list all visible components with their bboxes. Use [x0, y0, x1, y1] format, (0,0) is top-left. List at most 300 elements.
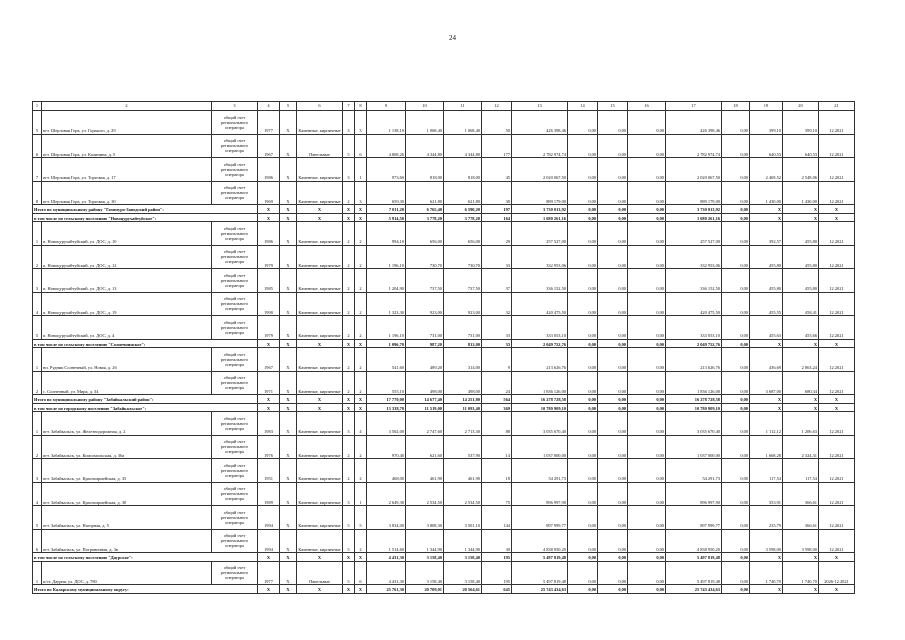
value-cell: 0,00 [722, 134, 750, 158]
value-cell: 436,69 [750, 348, 783, 372]
value-cell: X [783, 205, 819, 214]
entrances-cell: 1 [355, 158, 367, 182]
mark-cell: X [258, 403, 280, 412]
value-cell: 12.2021 [819, 435, 855, 459]
value-cell: 0,00 [722, 459, 750, 483]
value-cell: 489,20 [406, 348, 444, 372]
value-cell: 2 020 067,50 [666, 158, 722, 182]
value-cell: 0,00 [568, 553, 598, 562]
value-cell: 455,80 [750, 245, 783, 269]
value-cell: 0,00 [568, 585, 598, 594]
entrances-cell: 2 [355, 269, 367, 293]
value-cell: 3 730 013,92 [512, 205, 568, 214]
value-cell: X [819, 205, 855, 214]
value-cell: 0,00 [598, 134, 628, 158]
value-cell: 4 838 950,20 [512, 529, 568, 553]
value-cell: 4 868,26 [367, 134, 406, 158]
value-cell: 0,00 [568, 459, 598, 483]
year-cell: 1951 [258, 459, 280, 483]
column-number-cell: 20 [783, 102, 819, 111]
value-cell: 1 196,10 [367, 316, 406, 340]
floors-cell: 5 [343, 134, 355, 158]
column-number-cell: 6 [297, 102, 343, 111]
address-cell: пгт. Шерловая Гора, ул. Калинина, д. 5 [42, 134, 212, 158]
value-cell: 6 765,40 [406, 205, 444, 214]
wall-material-cell: Панельные [297, 561, 343, 585]
value-cell: 1 068,40 [444, 111, 482, 135]
value-cell: 0,00 [628, 403, 666, 412]
mark-cell: X [355, 403, 367, 412]
value-cell: 88 [482, 412, 512, 436]
value-cell: 0,00 [628, 269, 666, 293]
value-cell: 37 [482, 269, 512, 293]
mark-cell: X [343, 213, 355, 222]
value-cell: 0,00 [598, 403, 628, 412]
value-cell: 0,00 [598, 269, 628, 293]
fund-method-cell: общий счет регионального оператора [212, 482, 258, 506]
value-cell: 0,00 [722, 339, 750, 348]
value-cell: 455,66 [783, 316, 819, 340]
entrances-cell: 2 [355, 459, 367, 483]
fund-method-cell: общий счет регионального оператора [212, 245, 258, 269]
year-cell: 1979 [258, 245, 280, 269]
value-cell: 1 204,90 [367, 269, 406, 293]
value-cell: 33 [482, 339, 512, 348]
value-cell: 24 [482, 371, 512, 395]
mark-cell: X [280, 111, 297, 135]
value-cell: 366,61 [783, 506, 819, 530]
year-cell: 1983 [258, 412, 280, 436]
value-cell: 399,10 [750, 111, 783, 135]
value-cell: 1 037 000,00 [512, 435, 568, 459]
building-row [33, 292, 855, 316]
fund-method-cell: общий счет регионального оператора [212, 506, 258, 530]
value-cell: 0,00 [568, 561, 598, 585]
address-cell: нп. Рудник Солнечный, ул. Новая, д. 26 [42, 348, 212, 372]
value-cell: 12.2021 [819, 482, 855, 506]
value-cell: 0,00 [568, 412, 598, 436]
value-cell: 2 534,50 [406, 482, 444, 506]
value-cell: 0,00 [568, 339, 598, 348]
year-cell: 1990 [258, 292, 280, 316]
value-cell: 20 709,01 [406, 585, 444, 594]
entrances-cell: 2 [355, 222, 367, 246]
value-cell: 0,00 [568, 245, 598, 269]
value-cell: 0,00 [628, 158, 666, 182]
fund-method-cell: общий счет регионального оператора [212, 222, 258, 246]
value-cell: 455,80 [783, 269, 819, 293]
value-cell: 30 [482, 529, 512, 553]
value-cell: X [783, 339, 819, 348]
value-cell: 33 [482, 245, 512, 269]
mark-cell: X [280, 371, 297, 395]
value-cell: 3 158,40 [406, 553, 444, 562]
value-cell: 32 [482, 292, 512, 316]
value-cell: 12.2021 [819, 181, 855, 205]
value-cell: 640,53 [750, 134, 783, 158]
value-cell: 0,00 [568, 222, 598, 246]
value-cell: 3 778,20 [444, 213, 482, 222]
entrances-cell: 2 [355, 292, 367, 316]
year-cell: 1967 [258, 134, 280, 158]
value-cell: 5 914,50 [367, 213, 406, 222]
floors-cell: 2 [343, 292, 355, 316]
value-cell: 455,63 [750, 316, 783, 340]
value-cell: 0,00 [722, 482, 750, 506]
value-cell: 2 863,24 [783, 348, 819, 372]
value-cell: X [819, 339, 855, 348]
building-row [33, 482, 855, 506]
value-cell: 0,00 [598, 111, 628, 135]
mark-cell: X [280, 403, 297, 412]
mark-cell: X [297, 403, 343, 412]
value-cell: 0,00 [628, 222, 666, 246]
value-cell: X [750, 205, 783, 214]
value-cell: 0,00 [598, 506, 628, 530]
mark-cell: X [280, 482, 297, 506]
mark-cell: X [258, 553, 280, 562]
mark-cell: X [355, 553, 367, 562]
value-cell: 0,00 [568, 529, 598, 553]
mark-cell: X [280, 395, 297, 404]
mark-cell: X [280, 222, 297, 246]
value-cell: 621,80 [406, 181, 444, 205]
value-cell: 3 598,00 [783, 529, 819, 553]
mark-cell: X [280, 205, 297, 214]
value-cell: X [750, 395, 783, 404]
value-cell: 14 677,40 [406, 395, 444, 404]
entrances-cell: 6 [355, 561, 367, 585]
value-cell: 0,00 [598, 292, 628, 316]
value-cell: 0,00 [598, 459, 628, 483]
value-cell: 332 953,06 [666, 245, 722, 269]
value-cell: 0,00 [628, 482, 666, 506]
value-cell: 1 112,12 [750, 412, 783, 436]
column-number-cell: 13 [512, 102, 568, 111]
subtotal-row [33, 395, 855, 404]
mark-cell: X [343, 553, 355, 562]
value-cell: 177 [482, 134, 512, 158]
row-number-cell: 1 [33, 348, 42, 372]
value-cell: 333 053,10 [512, 316, 568, 340]
value-cell: 5 497 819,48 [512, 561, 568, 585]
value-cell: 0,00 [598, 585, 628, 594]
row-number-cell: 2 [33, 371, 42, 395]
value-cell: 1 836 126,00 [512, 371, 568, 395]
value-cell: 0,00 [598, 158, 628, 182]
value-cell: 0,00 [568, 403, 598, 412]
value-cell: 11 519,00 [406, 403, 444, 412]
value-cell: 0,00 [722, 506, 750, 530]
value-cell: 896 997,90 [666, 482, 722, 506]
value-cell: 25 761,30 [367, 585, 406, 594]
address-cell: п. Новоцурухайтуйский, ул. ДОС, д. 13 [42, 269, 212, 293]
value-cell: 2 049 752,76 [666, 339, 722, 348]
value-cell: X [819, 395, 855, 404]
value-cell: X [750, 403, 783, 412]
subtotal-row [33, 553, 855, 562]
value-cell: 0,00 [628, 245, 666, 269]
row-number-cell: 2 [33, 435, 42, 459]
subtotal-title-cell: Итого по муниципальному району "Газимуро-Заводский район": [33, 205, 258, 214]
value-cell: 2 782 974,74 [512, 134, 568, 158]
value-cell: 336 152,50 [666, 269, 722, 293]
value-cell: 0,00 [568, 482, 598, 506]
value-cell: 1 037 000,00 [666, 435, 722, 459]
mark-cell: X [280, 181, 297, 205]
value-cell: 11 093,40 [444, 403, 482, 412]
value-cell: 1 740,70 [783, 561, 819, 585]
value-cell: X [819, 213, 855, 222]
subtotal-title-cell: в том числе по сельскому поселению "Солнечнинское": [33, 339, 258, 348]
value-cell: 29 [482, 222, 512, 246]
wall-material-cell: Каменные, кирпичные [297, 348, 343, 372]
subtotal-row [33, 339, 855, 348]
value-cell: 0,00 [568, 435, 598, 459]
value-cell: 12.2021 [819, 371, 855, 395]
value-cell: 0,00 [628, 348, 666, 372]
value-cell: 332 953,06 [512, 245, 568, 269]
value-cell: 45 [482, 158, 512, 182]
value-cell: 54 291,73 [666, 459, 722, 483]
column-number-cell: 3 [212, 102, 258, 111]
value-cell: 0,00 [568, 395, 598, 404]
value-cell: 30 [482, 181, 512, 205]
mark-cell: X [280, 585, 297, 594]
value-cell: 2026-12.2021 [819, 561, 855, 585]
value-cell: 0,00 [568, 292, 598, 316]
value-cell: 0,00 [598, 181, 628, 205]
mark-cell: X [343, 205, 355, 214]
value-cell: 1 323,30 [367, 292, 406, 316]
value-cell: 117,54 [750, 459, 783, 483]
mark-cell: X [258, 205, 280, 214]
row-number-cell: 6 [33, 134, 42, 158]
address-cell: пгт. Шерловая Гора, ул. Горького, д. 29 [42, 111, 212, 135]
value-cell: 0,00 [598, 316, 628, 340]
subtotal-row [33, 403, 855, 412]
value-cell: 195 [482, 561, 512, 585]
address-cell: п. Новоцурухайтуйский, ул. ДОС, д. 4 [42, 316, 212, 340]
value-cell: 645 [482, 585, 512, 594]
value-cell: 426 398,46 [666, 111, 722, 135]
value-cell: 468,00 [367, 459, 406, 483]
value-cell: 12.2021 [819, 292, 855, 316]
value-cell: X [819, 403, 855, 412]
value-cell: 2 049 752,76 [512, 339, 568, 348]
value-cell: 0,00 [628, 506, 666, 530]
year-cell: 1969 [258, 181, 280, 205]
value-cell: 3 158,40 [444, 553, 482, 562]
value-cell: 235,79 [750, 506, 783, 530]
year-cell: 1985 [258, 269, 280, 293]
fund-method-cell: общий счет регионального оператора [212, 561, 258, 585]
value-cell: 197 [482, 205, 512, 214]
value-cell: 0,00 [568, 348, 598, 372]
value-cell: 54 291,73 [512, 459, 568, 483]
value-cell: 923,00 [406, 292, 444, 316]
mark-cell: X [280, 435, 297, 459]
mark-cell: X [280, 213, 297, 222]
fund-method-cell: общий счет регионального оператора [212, 292, 258, 316]
value-cell: 0,00 [598, 529, 628, 553]
building-row [33, 412, 855, 436]
value-cell: 10 780 909,10 [666, 403, 722, 412]
value-cell: 9 [482, 348, 512, 372]
entrances-cell: 3 [355, 181, 367, 205]
value-cell: 0,00 [628, 339, 666, 348]
building-row [33, 529, 855, 553]
value-cell: 970,40 [367, 435, 406, 459]
value-cell: 12.2021 [819, 158, 855, 182]
address-cell: с. Солнечный, ул. Мира, д. 34 [42, 371, 212, 395]
value-cell: 0,00 [722, 585, 750, 594]
value-cell: 7 011,20 [367, 205, 406, 214]
fund-method-cell: общий счет регионального оператора [212, 371, 258, 395]
wall-material-cell: Каменные, кирпичные [297, 482, 343, 506]
value-cell: 498,00 [406, 371, 444, 395]
mark-cell: X [280, 134, 297, 158]
value-cell: 656,00 [444, 222, 482, 246]
fund-method-cell: общий счет регионального оператора [212, 111, 258, 135]
value-cell: 0,00 [568, 269, 598, 293]
entrances-cell: 3 [355, 111, 367, 135]
value-cell: 0,00 [722, 395, 750, 404]
value-cell: 680,34 [783, 371, 819, 395]
page-number: 24 [449, 34, 456, 42]
mark-cell: X [280, 339, 297, 348]
value-cell: 640,53 [783, 134, 819, 158]
year-cell: 1967 [258, 348, 280, 372]
value-cell: 0,00 [722, 245, 750, 269]
value-cell: 818,00 [406, 158, 444, 182]
value-cell: 117,54 [783, 459, 819, 483]
value-cell: 1 196,10 [367, 245, 406, 269]
value-cell: 144 [482, 506, 512, 530]
value-cell: X [819, 553, 855, 562]
value-cell: 164 [482, 213, 512, 222]
value-cell: 0,00 [598, 213, 628, 222]
column-number-cell: 9 [367, 102, 406, 111]
value-cell: 3 598,00 [750, 529, 783, 553]
fund-method-cell: общий счет регионального оператора [212, 459, 258, 483]
value-cell: 33 [482, 316, 512, 340]
column-number-cell: 1 [33, 102, 42, 111]
value-cell: 0,00 [722, 292, 750, 316]
value-cell: 13 338,70 [367, 403, 406, 412]
floors-cell: 2 [343, 269, 355, 293]
subtotal-title-cell: в том числе по сельскому поселению "Новоцурухайтуйское": [33, 213, 258, 222]
floors-cell: 2 [343, 459, 355, 483]
value-cell: 0,00 [628, 205, 666, 214]
value-cell: 12.2021 [819, 459, 855, 483]
column-number-cell: 10 [406, 102, 444, 111]
value-cell: 0,00 [628, 292, 666, 316]
address-cell: пгт. Забайкальск, ул. Комсомольская, д. 36а [42, 435, 212, 459]
fund-method-cell: общий счет регионального оператора [212, 158, 258, 182]
column-number-cell: 15 [598, 102, 628, 111]
mark-cell: X [280, 529, 297, 553]
value-cell: 75 [482, 482, 512, 506]
value-cell: 1 138,10 [367, 111, 406, 135]
fund-method-cell: общий счет регионального оператора [212, 529, 258, 553]
value-cell: 333 053,10 [666, 316, 722, 340]
housing-repair-register-table [32, 101, 855, 594]
value-cell: 257 527,00 [666, 222, 722, 246]
value-cell: 420 475,50 [666, 292, 722, 316]
value-cell: 0,00 [628, 435, 666, 459]
year-cell: 1977 [258, 561, 280, 585]
value-cell: 4 431,30 [367, 553, 406, 562]
mark-cell: X [355, 339, 367, 348]
value-cell: 0,00 [598, 371, 628, 395]
value-cell: 366,61 [783, 482, 819, 506]
value-cell: 12.2021 [819, 316, 855, 340]
column-number-cell: 4 [258, 102, 280, 111]
wall-material-cell: Каменные, кирпичные [297, 506, 343, 530]
year-cell: 1994 [258, 529, 280, 553]
value-cell: 3 778,20 [406, 213, 444, 222]
column-number-cell: 5 [280, 102, 297, 111]
value-cell: 0,00 [598, 412, 628, 436]
mark-cell: X [280, 316, 297, 340]
value-cell: 314,00 [444, 348, 482, 372]
floors-cell: 5 [343, 561, 355, 585]
value-cell: 3 730 013,92 [666, 205, 722, 214]
value-cell: X [750, 213, 783, 222]
column-number-cell: 8 [355, 102, 367, 111]
value-cell: 5 497 819,48 [512, 553, 568, 562]
mark-cell: X [355, 395, 367, 404]
value-cell: 3 502,00 [367, 412, 406, 436]
value-cell: X [783, 585, 819, 594]
value-cell: 5 497 819,48 [666, 553, 722, 562]
value-cell: 0,00 [568, 134, 598, 158]
column-number-cell: 2 [42, 102, 212, 111]
building-row [33, 245, 855, 269]
value-cell: 3 834,00 [367, 506, 406, 530]
subtotal-row [33, 213, 855, 222]
value-cell: 737,50 [406, 269, 444, 293]
row-number-cell: 8 [33, 181, 42, 205]
value-cell: 1 514,60 [367, 529, 406, 553]
address-cell: пгт. Забайкальск, ул. Пограничная, д. 3в [42, 529, 212, 553]
value-cell: 2 469,52 [750, 158, 783, 182]
entrances-cell: 2 [355, 245, 367, 269]
value-cell: 0,00 [722, 412, 750, 436]
value-cell: X [783, 553, 819, 562]
mark-cell: X [343, 585, 355, 594]
value-cell: 818,00 [444, 158, 482, 182]
value-cell: 12.2021 [819, 111, 855, 135]
year-cell: 1977 [258, 111, 280, 135]
building-row [33, 506, 855, 530]
value-cell: 455,80 [750, 269, 783, 293]
value-cell: 896 997,90 [512, 482, 568, 506]
wall-material-cell: Каменные, кирпичные [297, 459, 343, 483]
year-cell: 1994 [258, 506, 280, 530]
value-cell: 50 [482, 111, 512, 135]
subtotal-title-cell: в том числе по городскому поселению "Забайкальское": [33, 403, 258, 412]
value-cell: 12.2021 [819, 245, 855, 269]
value-cell: 0,00 [722, 269, 750, 293]
wall-material-cell: Каменные, кирпичные [297, 435, 343, 459]
floors-cell: 2 [343, 181, 355, 205]
year-cell: 1971 [258, 371, 280, 395]
value-cell: 195 [482, 553, 512, 562]
value-cell: 392,57 [750, 222, 783, 246]
subtotal-row [33, 585, 855, 594]
